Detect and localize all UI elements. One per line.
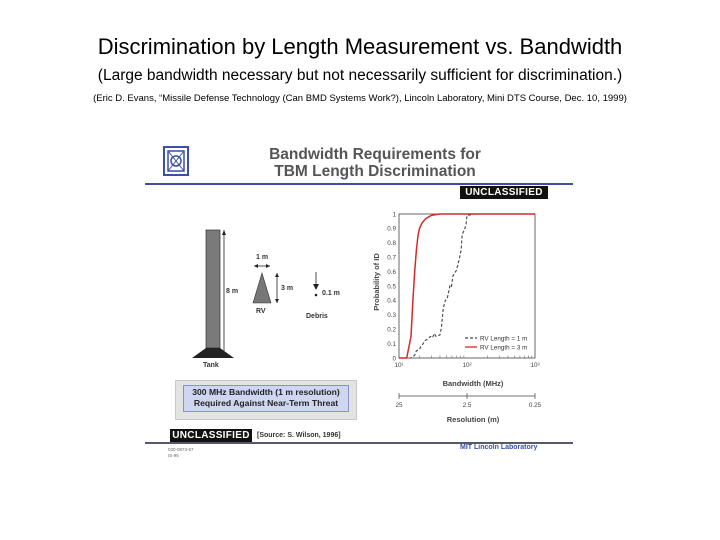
legend-label-1: RV Length = 1 m <box>480 335 528 343</box>
unclassified-top-banner: UNCLASSIFIED <box>460 186 548 199</box>
y-tick-label: 0.5 <box>387 283 396 291</box>
object-sketch-svg <box>170 200 370 380</box>
x-tick-label: 10¹ <box>394 362 404 369</box>
y-tick-label: 0 <box>392 355 396 363</box>
probability-chart <box>365 200 570 430</box>
y-tick-label: 0.4 <box>387 297 396 305</box>
callout-line1: 300 MHz Bandwidth (1 m resolution) <box>192 387 340 397</box>
legend-label-2: RV Length = 3 m <box>480 344 528 352</box>
y-tick-label: 0.8 <box>387 240 396 248</box>
unclassified-bottom-banner: UNCLASSIFIED <box>170 429 252 442</box>
figure-title-line1: Bandwidth Requirements for <box>269 146 481 163</box>
debris-label: Debris <box>306 313 328 320</box>
tank-label: Tank <box>203 362 219 369</box>
rv-length-label: 3 m <box>281 285 294 292</box>
doc-id: 030-0873-57 <box>168 447 194 452</box>
slide-title: Discrimination by Length Measurement vs. Bandwidth <box>97 34 623 59</box>
object-sketch <box>170 200 370 380</box>
slide-subtitle: (Large bandwidth necessary but not necessarily sufficient for discrimination.) <box>97 67 623 84</box>
y-tick-label: 0.9 <box>387 225 396 233</box>
y-tick-label: 0.1 <box>387 340 396 348</box>
debris-size-label: 0.1 m <box>322 290 340 297</box>
figure-title-line2: TBM Length Discrimination <box>274 163 476 180</box>
rv-width-label: 1 m <box>256 254 269 261</box>
logo-mark-icon <box>165 148 187 174</box>
bandwidth-callout <box>183 385 349 412</box>
doc-id-2: IS-95 <box>168 453 179 458</box>
top-rule <box>145 183 573 185</box>
embedded-figure <box>140 138 580 460</box>
y-tick-label: 1 <box>392 211 396 219</box>
y-tick-label: 0.2 <box>387 326 396 334</box>
y-tick-label: 0.6 <box>387 268 396 276</box>
resolution-tick-label: 25 <box>395 402 403 409</box>
x-tick-label: 10² <box>462 362 472 369</box>
tank-length-label: 8 m <box>226 288 239 295</box>
rv-label: RV <box>256 308 266 315</box>
source-note: [Source: S. Wilson, 1996] <box>257 432 341 439</box>
y-tick-label: 0.3 <box>387 312 396 320</box>
y-axis-label: Probability of ID <box>372 253 381 311</box>
resolution-tick-label: 2.5 <box>462 402 472 409</box>
lincoln-logo <box>163 146 189 176</box>
org-name: MIT Lincoln Laboratory <box>460 444 538 451</box>
callout-line2: Required Against Near-Term Threat <box>193 398 339 408</box>
x-axis-label: Bandwidth (MHz) <box>442 379 504 388</box>
y-tick-label: 0.7 <box>387 254 396 262</box>
resolution-tick-label: 0.25 <box>528 402 542 409</box>
resolution-axis-label: Resolution (m) <box>446 415 500 424</box>
slide-citation: (Eric D. Evans, “Missile Defense Technology (Can BMD Systems Work?), Lincoln Laboratory, Mini DTS Course, Dec. 10, 1999) <box>93 93 627 104</box>
x-tick-label: 10³ <box>530 362 540 369</box>
